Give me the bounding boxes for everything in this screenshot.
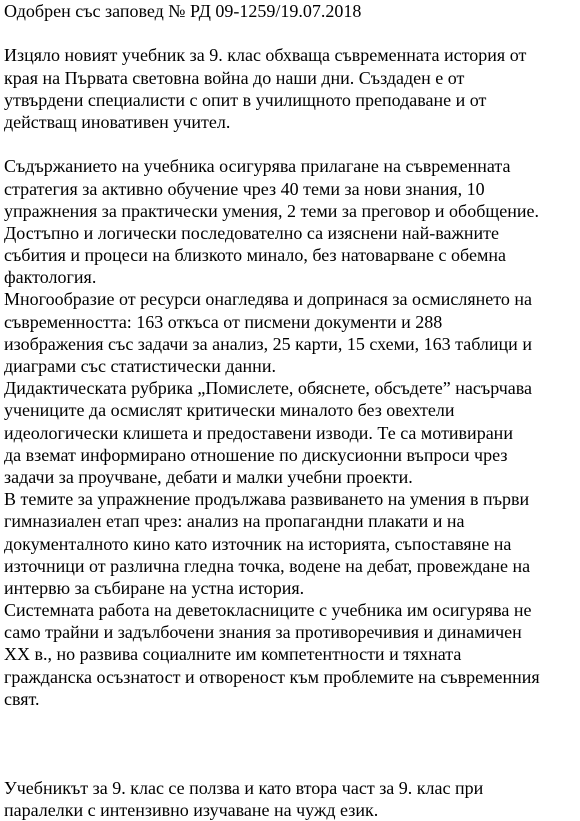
body-line: Системната работа на деветокласниците с учебника им осигурява не <box>4 600 532 621</box>
footer-note <box>4 777 578 821</box>
body-line: фактология. <box>4 267 97 288</box>
intro-line: края на Първата световна война до наши дни. Създаден е от <box>4 67 465 88</box>
body-line: учениците да осмислят критически миналото без овехтели <box>4 400 455 421</box>
approval-note: Одобрен със заповед № РД 09-1259/19.07.2018 <box>4 1 362 21</box>
body-line: да вземат информирано отношение по дискусионни въпроси чрез <box>4 444 508 465</box>
body-line: свят. <box>4 688 40 709</box>
body-line: задачи за проучване, дебати и малки учебни проекти. <box>4 466 413 487</box>
paragraph-spacer <box>4 22 578 44</box>
document-page <box>4 0 578 821</box>
footer-line: паралелки с интензивно изучаване на чужд език. <box>4 799 379 820</box>
body-line: документалното кино като източник на историята, съпоставяне на <box>4 533 512 554</box>
body-line: идеологически клишета и предоставени изводи. Те са мотивирани <box>4 422 513 443</box>
body-line: диаграми със статистически данни. <box>4 356 276 376</box>
body-line: източници от различна гледна точка, водене на дебат, провеждане на <box>4 555 531 576</box>
body-line: Дидактическата рубрика „Помислете, обяснете, обсъдете” насърчава <box>4 378 533 399</box>
body-line: Многообразие от ресурси онагледява и допринася за осмислянето на <box>4 289 533 310</box>
body-line: съвременността: 163 откъса от писмени документи и 288 <box>4 311 443 332</box>
body-text <box>4 155 578 710</box>
body-line: Съдържанието на учебника осигурява прилагане на съвременната <box>4 156 511 177</box>
body-line: събития и процеси на близкото минало, без натоварване с обемна <box>4 245 506 266</box>
intro-line: утвърдени специалисти с опит в училищното преподаване и от <box>4 89 487 110</box>
body-line: изображения със задачи за анализ, 25 карти, 15 схеми, 163 таблици и <box>4 333 532 354</box>
body-line: Достъпно и логически последователно са изяснени най-важните <box>4 222 500 243</box>
body-line: интервю за събиране на устна история. <box>4 577 305 598</box>
body-line: В темите за упражнение продължава развиването на умения в първи <box>4 489 530 510</box>
body-line: само трайни и задълбочени знания за противоречивия и динамичен <box>4 622 522 643</box>
body-line: гражданска осъзнатост и отвореност към проблемите на съвременния <box>4 666 540 687</box>
paragraph-spacer <box>4 133 578 155</box>
body-line: гимназиален етап чрез: анализ на пропагандни плакати и на <box>4 511 465 532</box>
body-line: XX в., но развива социалните им компетентности и тяхната <box>4 644 462 665</box>
footer-line: Учебникът за 9. клас се ползва и като втора част за 9. клас при <box>4 777 484 798</box>
intro-paragraph <box>4 44 578 133</box>
intro-line: действащ иновативен учител. <box>4 111 231 132</box>
section-spacer <box>4 710 578 777</box>
intro-line: Изцяло новият учебник за 9. клас обхваща съвременната история от <box>4 45 527 66</box>
body-line: стратегия за активно обучение чрез 40 теми за нови знания, 10 <box>4 178 485 199</box>
body-line: упражнения за практически умения, 2 теми за преговор и обобщение. <box>4 200 539 221</box>
